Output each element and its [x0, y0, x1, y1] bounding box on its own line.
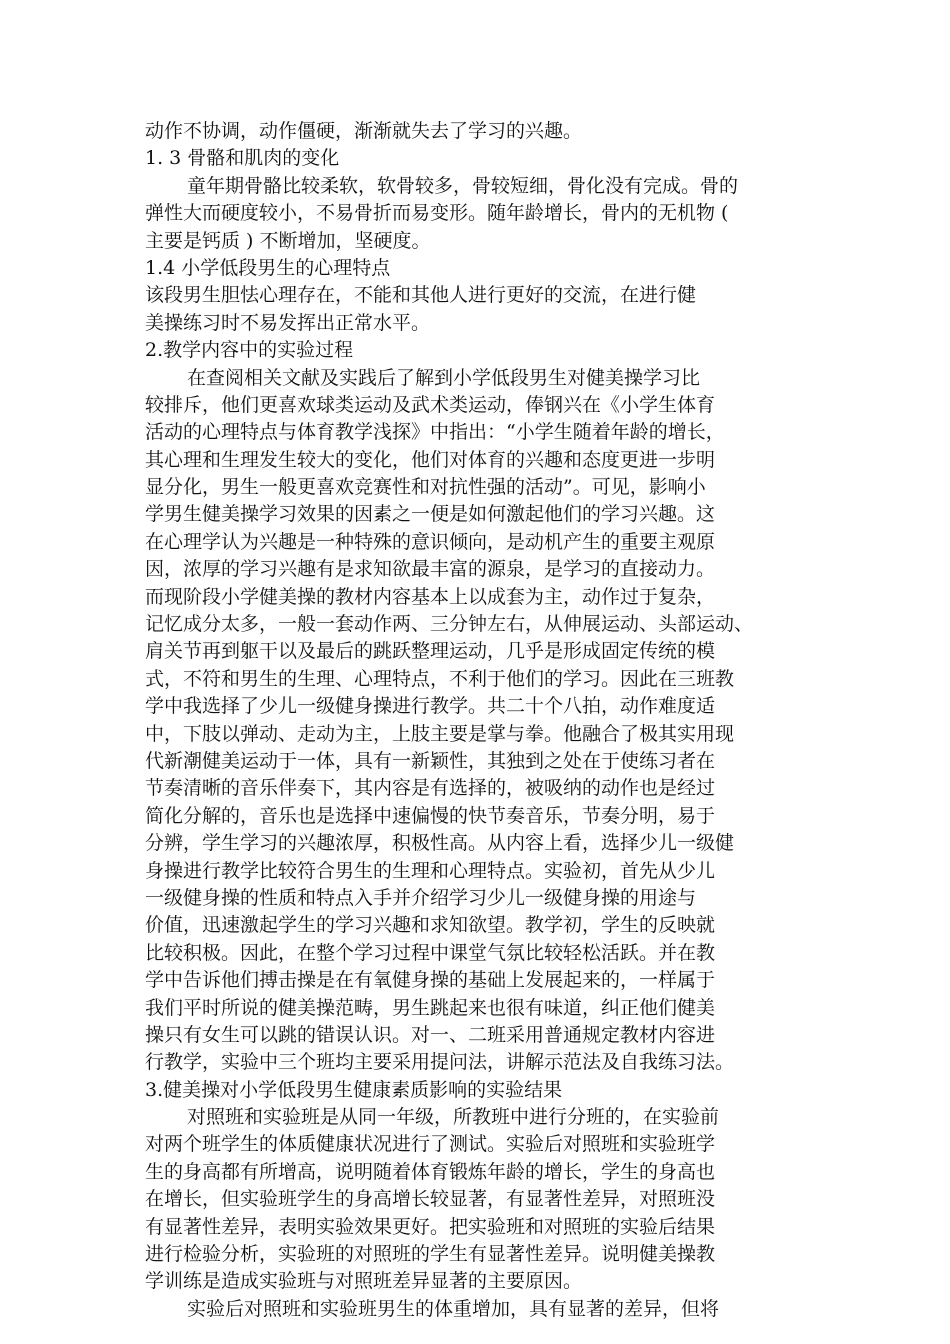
text-line: 2.教学内容中的实验过程 [145, 339, 354, 362]
text-line: 活动的心理特点与体育教学浅探》中指出：“小学生随着年龄的增长， [145, 421, 725, 444]
text-line: 价值，迅速激起学生的学习兴趣和求知欲望。教学初，学生的反映就 [145, 914, 716, 937]
text-line: 分辨，学生学习的兴趣浓厚，积极性高。从内容上看，选择少儿一级健 [145, 832, 735, 855]
text-line: 操只有女生可以跳的错误认识。对一、二班采用普通规定教材内容进 [145, 1023, 716, 1046]
text-line: 动作不协调，动作僵硬，渐渐就失去了学习的兴趣。 [145, 120, 583, 142]
text-line: 对照班和实验班是从同一年级，所教班中进行分班的，在实验前 [187, 1106, 720, 1129]
document-body [145, 118, 815, 1323]
text-line: 实验后对照班和实验班男生的体重增加，具有显著的差异，但将 [187, 1297, 720, 1320]
text-line: 行教学，实验中三个班均主要采用提问法，讲解示范法及自我练习法。 [145, 1051, 735, 1074]
text-line: 学中我选择了少儿一级健身操进行教学。共二十个八拍，动作难度适 [145, 695, 716, 718]
text-line: 在增长，但实验班学生的身高增长较显著，有显著性差异，对照班没 [145, 1188, 716, 1211]
text-line: 显分化，男生一般更喜欢竞赛性和对抗性强的活动”。可见，影响小 [145, 476, 706, 499]
text-line: 3.健美操对小学低段男生健康素质影响的实验结果 [145, 1078, 563, 1101]
text-line: 在心理学认为兴趣是一种特殊的意识倾向，是动机产生的重要主观原 [145, 530, 716, 553]
text-line: 1.4 小学低段男生的心理特点 [145, 256, 391, 279]
text-line: 节奏清晰的音乐伴奏下，其内容是有选择的，被吸纳的动作也是经过 [145, 777, 716, 800]
text-line: 一级健身操的性质和特点入手并介绍学习少儿一级健身操的用途与 [145, 886, 697, 909]
text-line: 式，不符和男生的生理、心理特点，不利于他们的学习。因此在三班教 [145, 667, 735, 690]
text-line: 较排斥，他们更喜欢球类运动及武术类运动，俸钢兴在《小学生体育 [145, 393, 716, 416]
text-line: 我们平时所说的健美操范畴，男生跳起来也很有味道，纠正他们健美 [145, 996, 716, 1019]
text-line: 学中告诉他们搏击操是在有氧健身操的基础上发展起来的，一样属于 [145, 969, 716, 992]
text-line: 弹性大而硬度较小，不易骨折而易变形。随年龄增长，骨内的无机物 ( [145, 202, 729, 225]
text-line: 有显著性差异，表明实验效果更好。把实验班和对照班的实验后结果 [145, 1215, 716, 1238]
text-line: 其心理和生理发生较大的变化，他们对体育的兴趣和态度更进一步明 [145, 448, 716, 471]
text-line: 代新潮健美运动于一体，具有一新颖性，其独到之处在于使练习者在 [145, 749, 716, 772]
text-line: 比较积极。因此，在整个学习过程中课堂气氛比较轻松活跃。并在教 [145, 941, 716, 964]
text-line: 在查阅相关文献及实践后了解到小学低段男生对健美操学习比 [187, 366, 701, 389]
document-page [145, 118, 815, 1323]
text-line: 美操练习时不易发挥出正常水平。 [145, 311, 431, 334]
text-line: 主要是钙质 ) 不断增加，坚硬度。 [145, 229, 431, 252]
text-line: 对两个班学生的体质健康状况进行了测试。实验后对照班和实验班学 [145, 1133, 716, 1156]
text-line: 肩关节再到躯干以及最后的跳跃整理运动，几乎是形成固定传统的模 [145, 640, 716, 663]
text-line: 简化分解的，音乐也是选择中速偏慢的快节奏音乐，节奏分明，易于 [145, 804, 716, 827]
text-line: 生的身高都有所增高，说明随着体育锻炼年龄的增长，学生的身高也 [145, 1160, 716, 1183]
text-line: 而现阶段小学健美操的教材内容基本上以成套为主，动作过于复杂， [145, 585, 716, 608]
text-line: 身操进行教学比较符合男生的生理和心理特点。实验初，首先从少儿 [145, 859, 716, 882]
text-line: 因，浓厚的学习兴趣有是求知欲最丰富的源泉，是学习的直接动力。 [145, 558, 716, 581]
text-line: 学男生健美操学习效果的因素之一便是如何激起他们的学习兴趣。这 [145, 503, 716, 526]
text-line: 记忆成分太多，一般一套动作两、三分钟左右，从伸展运动、头部运动、 [145, 613, 754, 636]
text-line: 进行检验分析，实验班的对照班的学生有显著性差异。说明健美操教 [145, 1243, 716, 1266]
text-line: 该段男生胆怯心理存在，不能和其他人进行更好的交流，在进行健 [145, 284, 697, 307]
text-line: 学训练是造成实验班与对照班差异显著的主要原因。 [145, 1270, 583, 1293]
text-line: 中，下肢以弹动、走动为主，上肢主要是掌与拳。他融合了极其实用现 [145, 722, 735, 745]
text-line: 童年期骨骼比较柔软，软骨较多，骨较短细，骨化没有完成。骨的 [187, 174, 739, 197]
text-line: 1. 3 骨骼和肌肉的变化 [145, 147, 340, 170]
